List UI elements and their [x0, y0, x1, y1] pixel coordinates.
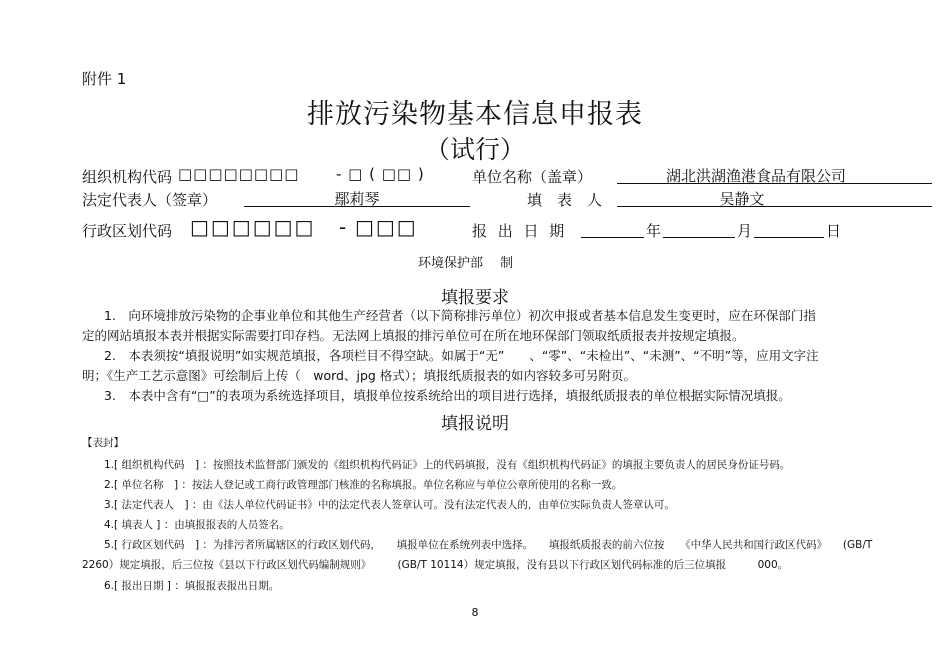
year-line[interactable] [581, 222, 644, 238]
instruction-line: 2.[ 单位名称 ] ：按法人登记或工商行政管理部门核准的名称填报。单位名称应与单位公章所使用的名称一致。 [104, 479, 623, 491]
year-label: 年 [646, 222, 662, 240]
instruction-line: 3.[ 法定代表人 ] ：由《法人单位代码证书》中的法定代表人签章认可。没有法定代表人的，由单位实际负责人签章认可。 [104, 499, 675, 511]
org-code-suffix[interactable]: - □ ( □□ ) [336, 165, 425, 183]
day-line[interactable] [754, 222, 824, 238]
org-code-boxes[interactable]: □□□□□□□□ [178, 165, 300, 183]
instruction-line: 5.[ 行政区划代码 ] ：为排污者所属辖区的行政区划代码， 填报单位在系统列表中选择。 填报纸质报表的前六位按 《中华人民共和国行政区代码》 (GB/T [104, 539, 873, 551]
org-code-label: 组织机构代码 [82, 168, 173, 186]
instruction-line: 4.[ 填表人 ] ：由填报报表的人员签名。 [104, 519, 290, 531]
form-subtitle: （试行） [424, 135, 525, 164]
legal-rep-value[interactable]: 鄢莉琴 [334, 190, 380, 208]
requirement-line: 定的网站填报本表并根据实际需要打印存档。无法网上填报的排污单位可在所在地环保部门领取纸质报表并按规定填报。 [82, 328, 745, 343]
instruction-line: 2260）规定填报，后三位按《县以下行政区划代码编制规则》 (GB/T 10114）规定填报，没有县以下行政区划代码标准的后三位填报 000。 [82, 559, 789, 571]
region-code-dash: - [339, 215, 349, 239]
instructions-heading: 填报说明 [441, 414, 509, 434]
filler-label: 填 表 人 [527, 191, 603, 209]
legal-rep-label: 法定代表人（签章） [82, 191, 218, 209]
unit-name-value[interactable]: 湖北洪湖渔港食品有限公司 [665, 167, 846, 185]
requirement-line: 1. 向环境排放污染物的企事业单位和其他生产经营者（以下简称排污单位）初次申报或者基本信息发生变更时，应在环保部门指 [104, 308, 816, 323]
issuer-text: 环境保护部 制 [418, 256, 514, 271]
requirement-line: 3. 本表中含有“□”的表项为系统选择项目，填报单位按系统给出的项目进行选择，填报纸质报表的单位根据实际情况填报。 [104, 388, 791, 403]
instruction-line: 6.[ 报出日期 ] ：填报报表报出日期。 [104, 580, 280, 592]
month-line[interactable] [663, 222, 735, 238]
instruction-line: 1.[ 组织机构代码 ] ：按照技术监督部门颁发的《组织机构代码证》上的代码填报，没有《组织机构代码证》的填报主要负责人的居民身份证号码。 [104, 459, 791, 471]
section-label-cover: 【表封】 [82, 437, 124, 449]
month-label: 月 [737, 222, 753, 240]
attachment-label: 附件 1 [82, 70, 127, 88]
unit-name-label: 单位名称（盖章） [472, 168, 593, 186]
region-code-boxes[interactable]: □□□□□□ [190, 215, 316, 239]
requirement-line: 2. 本表须按“填报说明”如实规范填报，各项栏目不得空缺。如属于“无” 、“零”、“未检出”、“未测”、“不明”等，应用文字注 [104, 348, 819, 363]
region-code-label: 行政区划代码 [82, 222, 173, 240]
requirement-line: 明；《生产工艺示意图》可绘制后上传（ word、jpg 格式）；填报纸质报表的如内容较多可另附页。 [82, 368, 637, 383]
day-label: 日 [826, 222, 842, 240]
report-date-label: 报 出 日 期 [472, 222, 568, 240]
form-title: 排放污染物基本信息申报表 [307, 99, 643, 130]
filler-value[interactable]: 吴静文 [719, 190, 765, 208]
page-number: 8 [471, 606, 479, 619]
requirements-heading: 填报要求 [441, 288, 509, 308]
region-code-boxes-2[interactable]: □□□ [355, 215, 418, 239]
